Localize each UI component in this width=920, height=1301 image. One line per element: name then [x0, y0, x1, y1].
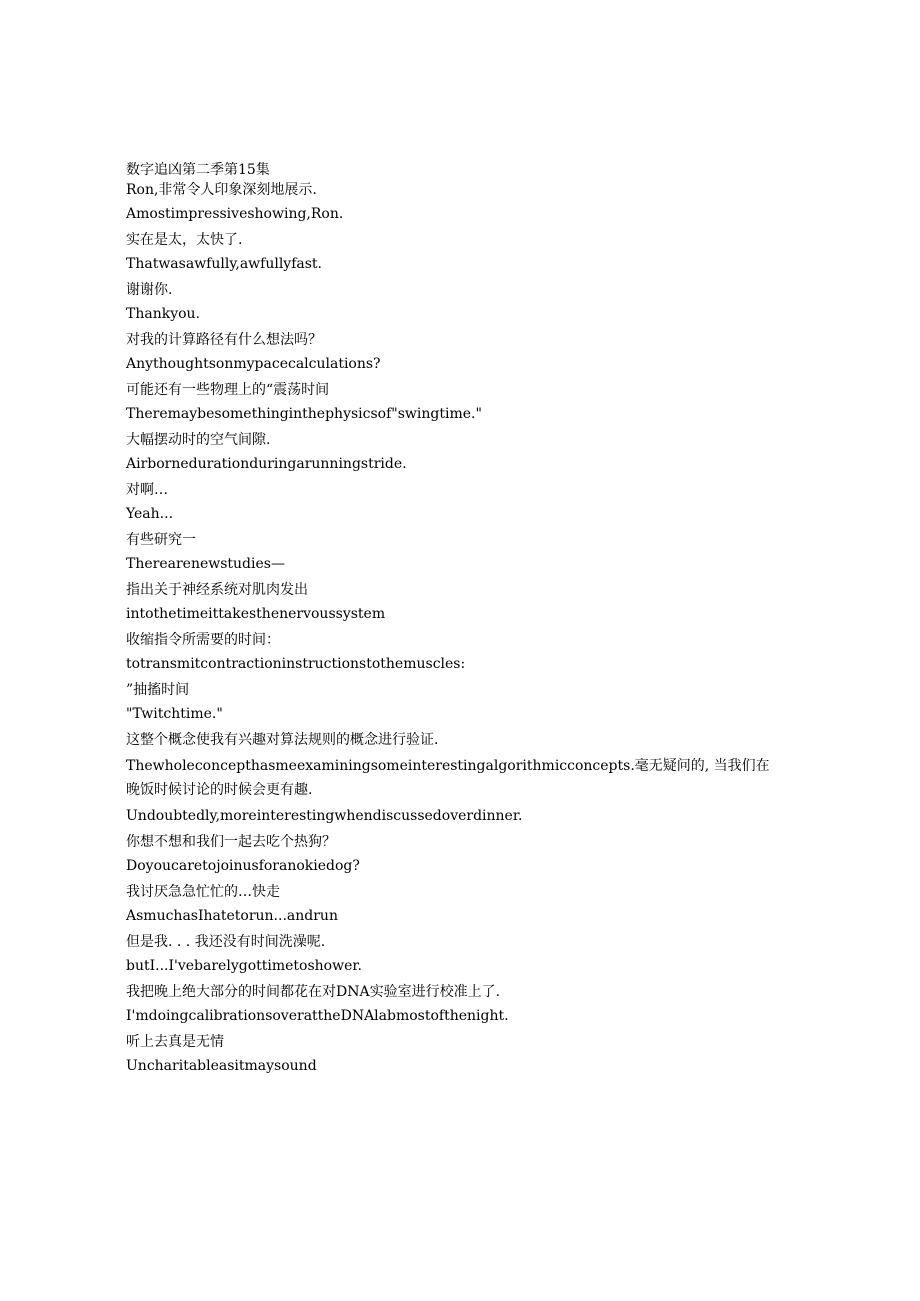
subtitle-line-zh: 谢谢你. [126, 282, 173, 298]
subtitle-line-en: AsmuchasIhatetorun...andrun [126, 908, 338, 924]
subtitle-line-zh: 可能还有一些物理上的“震荡时间 [126, 382, 330, 398]
subtitle-line-zh: 我把晚上绝大部分的时间都花在对DNA实验室进行校准上了. [126, 984, 501, 1000]
subtitle-line-en: Thankyou. [126, 306, 201, 322]
subtitle-line-zh: 对啊… [126, 482, 168, 498]
subtitle-line-en: "Twitchtime." [126, 706, 223, 722]
subtitle-line-zh: 实在是太，太快了. [126, 232, 243, 248]
subtitle-line-en: Uncharitableasitmaysound [126, 1058, 317, 1074]
subtitle-line-zh: ”抽搐时间 [126, 682, 190, 698]
subtitle-line-zh: 收缩指令所需要的时间： [126, 632, 280, 648]
subtitle-line-en: Undoubtedly,moreinterestingwhendiscussedoverdinner. [126, 808, 523, 824]
subtitle-line-en: intothetimeittakesthenervoussystem [126, 606, 386, 622]
subtitle-line-en: Doyoucaretojoinusforanokiedog? [126, 858, 360, 874]
document-title: 数字追凶第二季第15集 [126, 162, 270, 178]
subtitle-line-en: Theremaybesomethinginthephysicsof"swingtime." [126, 406, 482, 422]
subtitle-line-zh: 你想不想和我们一起去吃个热狗？ [126, 834, 336, 850]
subtitle-line-en: Airbornedurationduringarunningstride. [126, 456, 407, 472]
subtitle-line-zh: 大幅摆动时的空气间隙. [126, 432, 271, 448]
subtitle-line-zh: 这整个概念使我有兴趣对算法规则的概念进行验证. [126, 732, 439, 748]
subtitle-line-en: Thatwasawfully,awfullyfast. [126, 256, 323, 272]
subtitle-line-en: Anythoughtsonmypacecalculations? [126, 356, 381, 372]
subtitle-line-zh: 有些研究一 [126, 532, 196, 548]
subtitle-line-zh: 指出关于神经系统对肌肉发出 [126, 582, 308, 598]
subtitle-line-en: I'mdoingcalibrationsoverattheDNAlabmostofthenight. [126, 1008, 509, 1024]
subtitle-line-mixed: Thewholeconcepthasmeexaminingsomeinterestingalgorithmicconcepts.毫无疑问的, 当我们在晚饭时候讨论的时候会更有趣. [126, 758, 770, 798]
document-body [126, 160, 776, 1076]
subtitle-line-zh: 但是我. . . 我还没有时间洗澡呢. [126, 934, 326, 950]
subtitle-line-zh: 听上去真是无情 [126, 1034, 224, 1050]
subtitle-line-zh: Ron,非常令人印象深刻地展示. [126, 182, 317, 198]
subtitle-line-en: butI...I'vebarelygottimetoshower. [126, 958, 362, 974]
subtitle-line-zh: 对我的计算路径有什么想法吗？ [126, 332, 322, 348]
subtitle-line-en: Therearenewstudies— [126, 556, 285, 572]
subtitle-line-en: totransmitcontractioninstructionstothemuscles: [126, 656, 466, 672]
subtitle-line-zh: 我讨厌急急忙忙的…快走 [126, 884, 280, 900]
subtitle-line-en: Amostimpressiveshowing,Ron. [126, 206, 344, 222]
subtitle-line-en: Yeah... [126, 506, 174, 522]
